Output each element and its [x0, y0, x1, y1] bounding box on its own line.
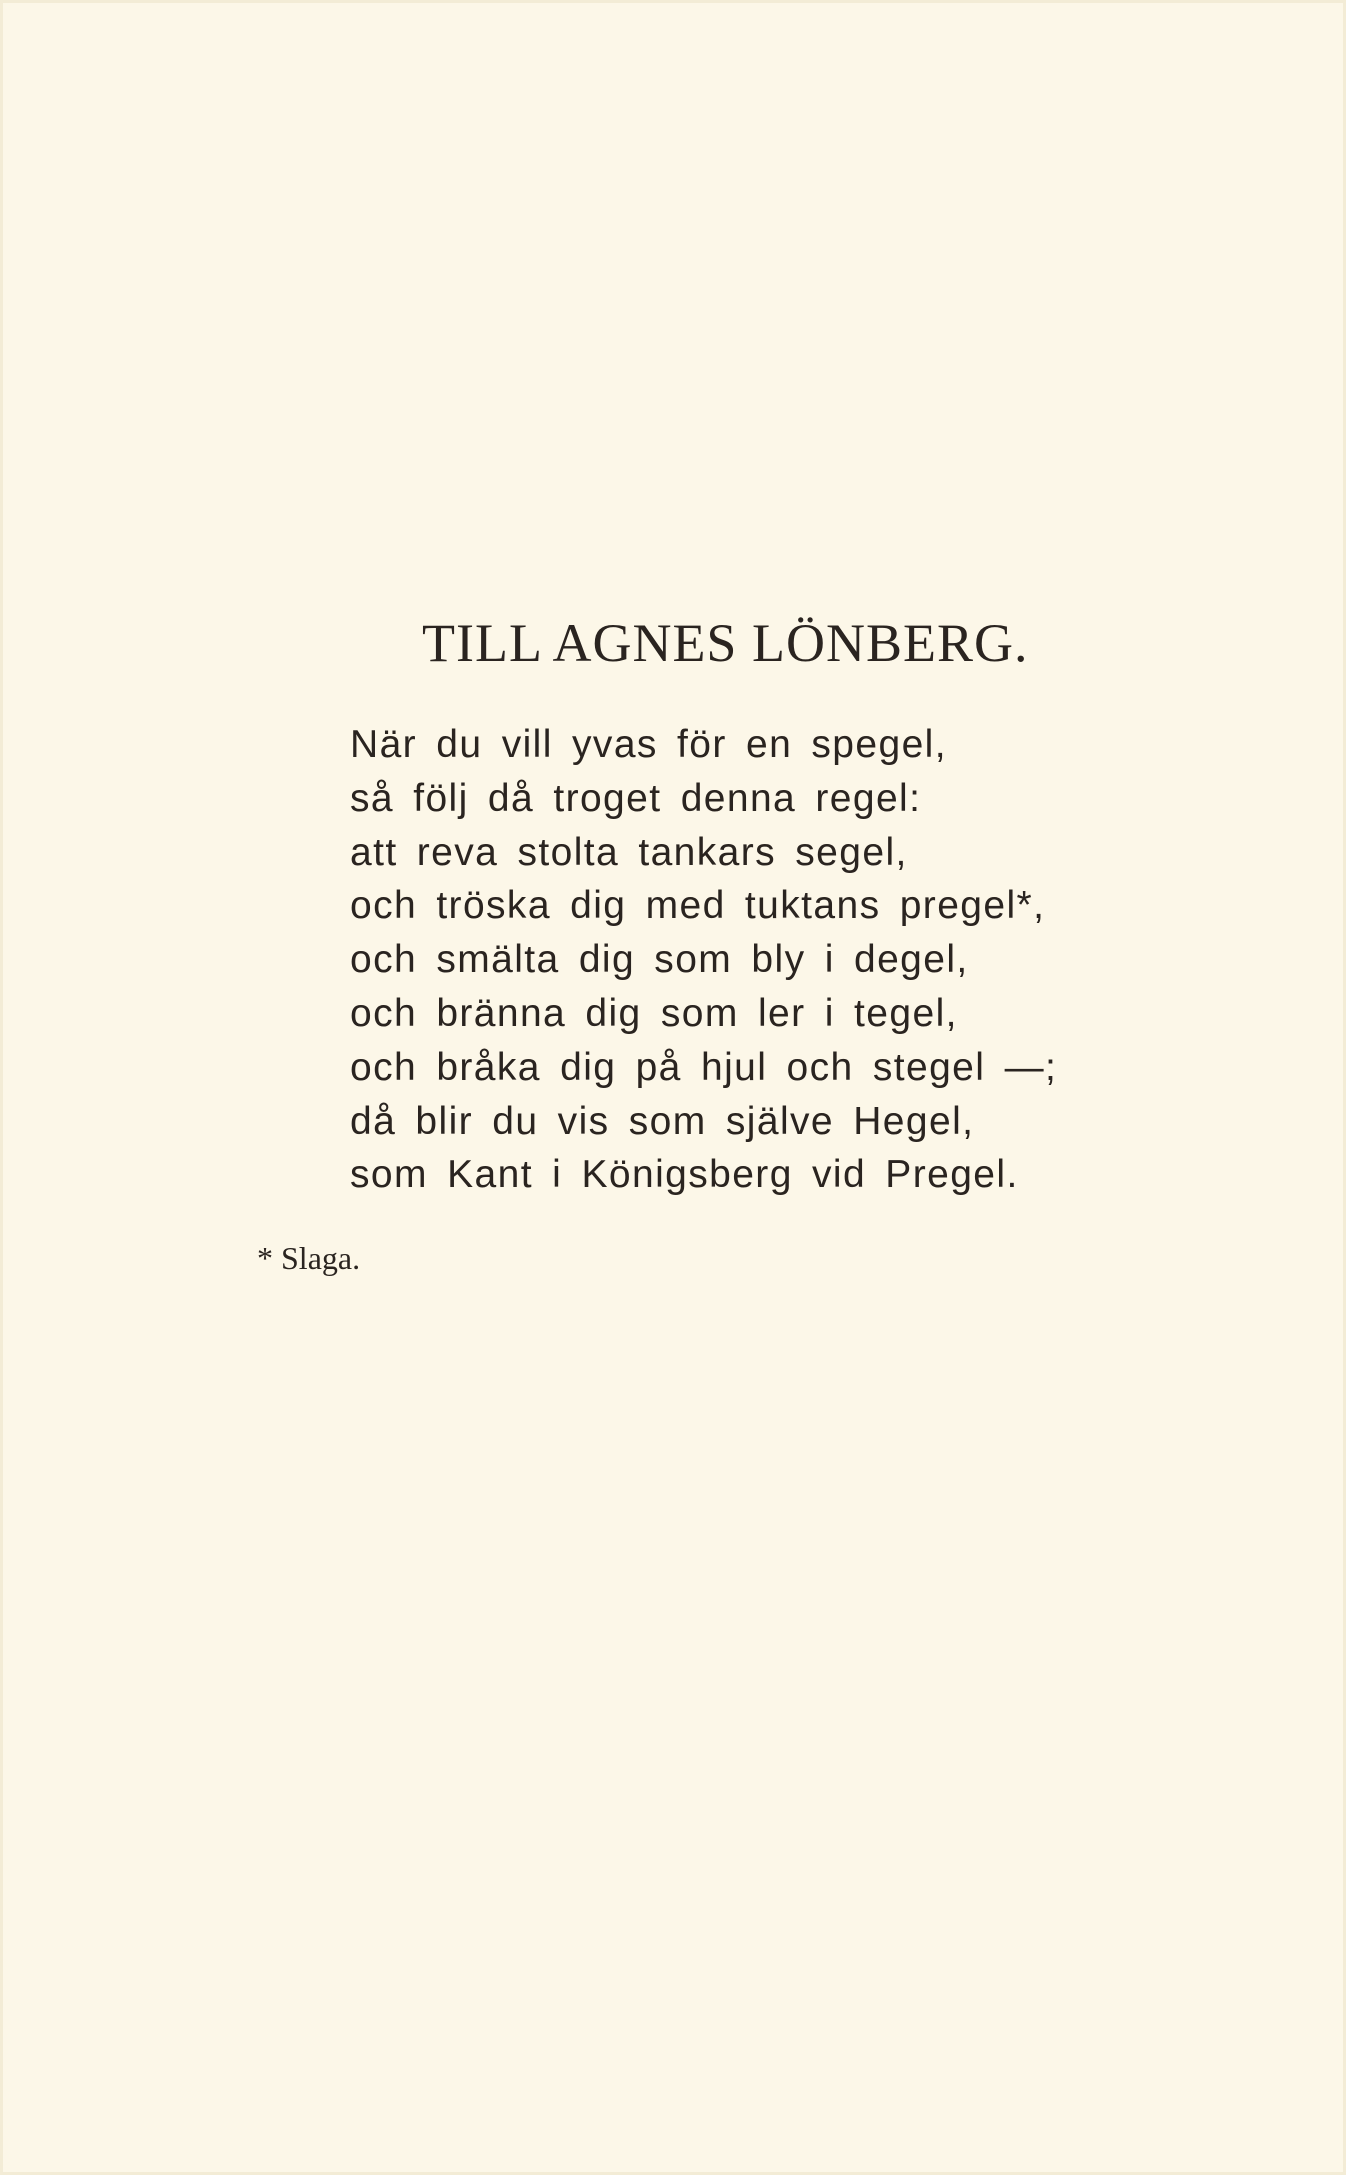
poem-line: och bränna dig som ler i tegel,: [350, 991, 958, 1035]
poem-stanza: [350, 718, 1057, 1202]
poem-line: så följ då troget denna regel:: [350, 776, 922, 820]
poem-line: då blir du vis som själve Hegel,: [350, 1099, 975, 1143]
poem-line: som Kant i Königsberg vid Pregel.: [350, 1153, 1019, 1197]
poem-line: och bråka dig på hjul och stegel —;: [350, 1045, 1058, 1089]
poem-line: och smälta dig som bly i degel,: [350, 938, 969, 982]
poem-line: och tröska dig med tuktans pregel*,: [350, 884, 1046, 928]
footnote: * Slaga.: [257, 1240, 361, 1276]
poem-line: När du vill yvas för en spegel,: [350, 723, 947, 766]
poem-title: TILL AGNES LÖNBERG.: [422, 613, 1029, 673]
poem-line: att reva stolta tankars segel,: [350, 830, 908, 874]
